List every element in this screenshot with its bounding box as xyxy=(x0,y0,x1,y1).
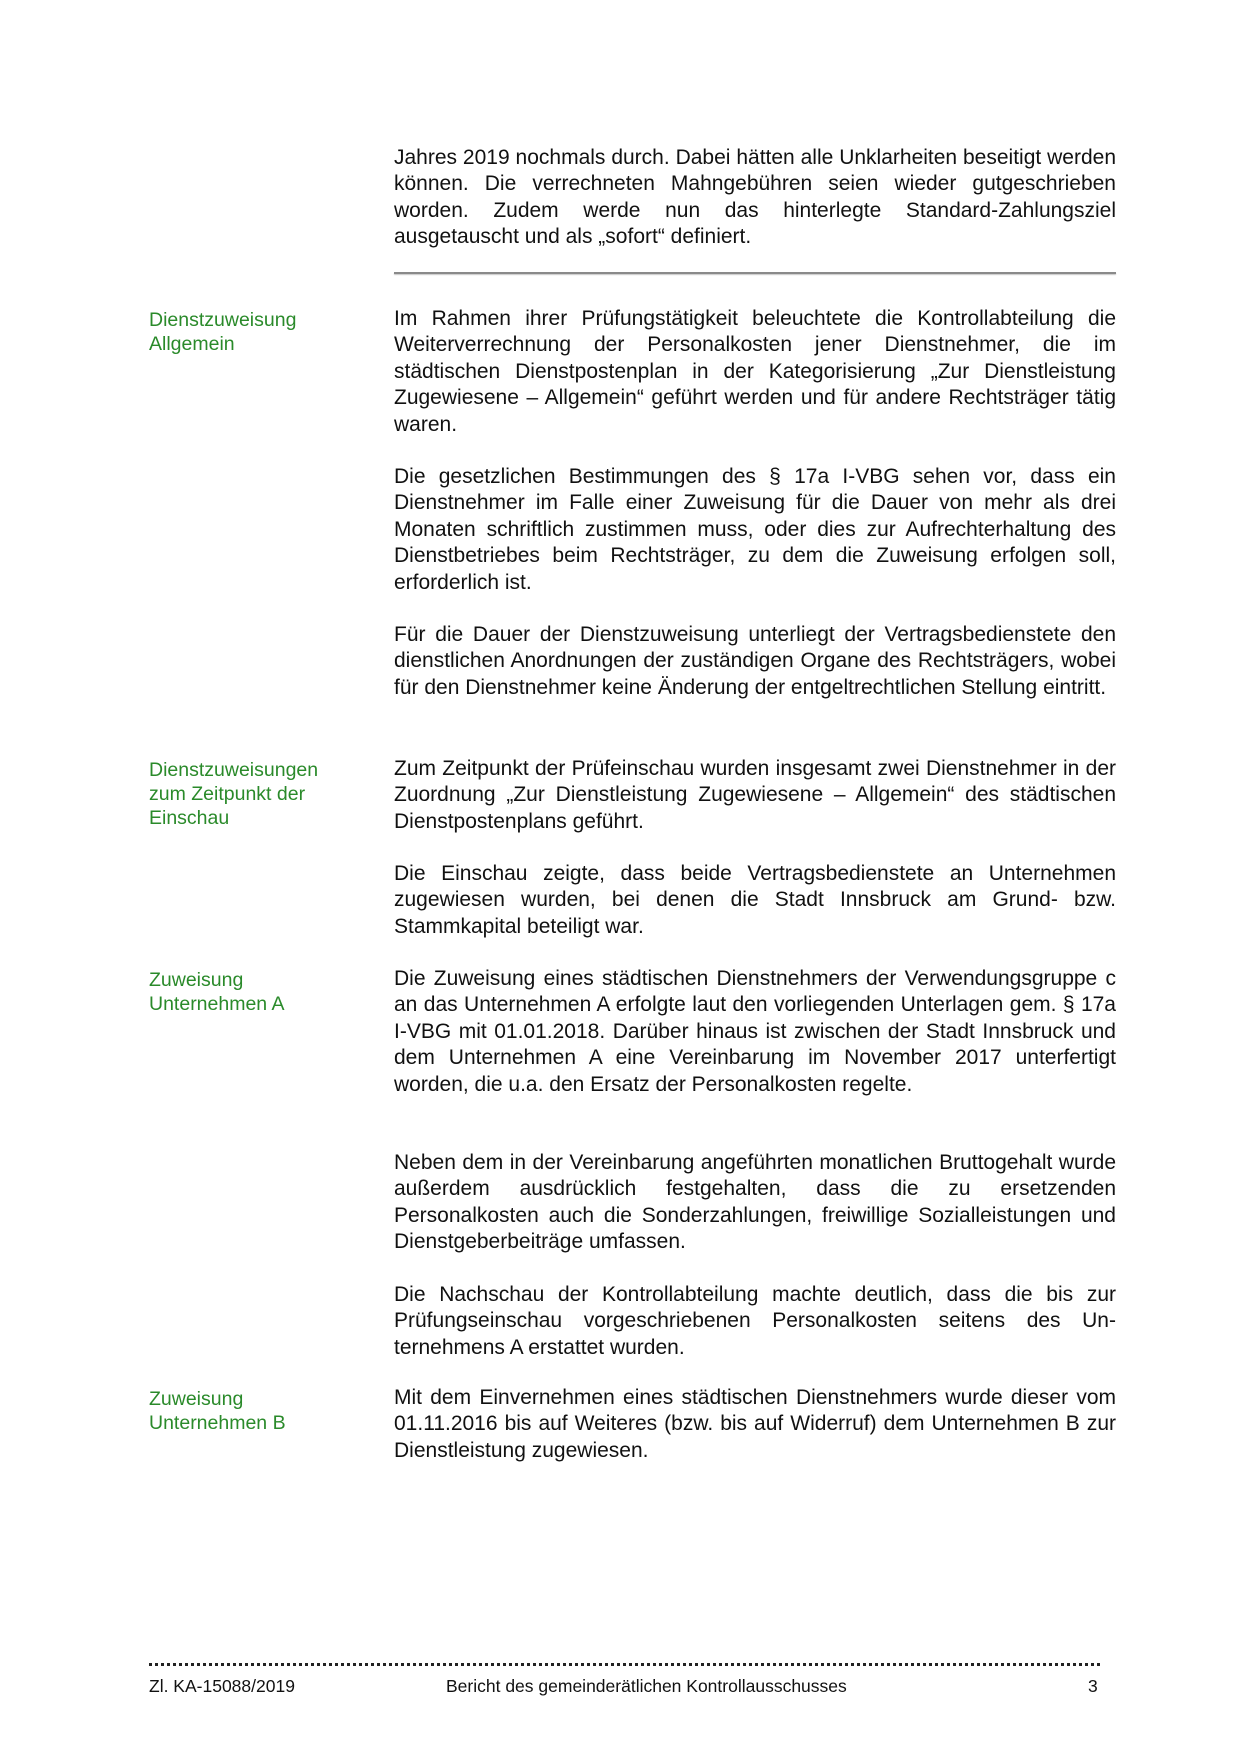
side-heading-unternehmen-b xyxy=(149,1387,349,1435)
side-heading-line: Dienstzuweisungen xyxy=(149,759,319,781)
footer-reference: Zl. KA-15088/2019 xyxy=(149,1676,295,1696)
side-heading-line: Zuweisung xyxy=(149,1388,244,1410)
footer-page-number: 3 xyxy=(1088,1676,1098,1696)
paragraph-allgemein-1: Im Rahmen ihrer Prüfungstätigkeit beleuchtete die Kontrollabteilung die Weiterverrechnung der Personalkosten jener Dienstnehmer, die im städtischen Dienstpostenplan in der Kategorisierung „Zur Dienstleistung Zugewiesene – Allgemein“ geführt werden und für andere Rechtsträger tätig waren. xyxy=(394,307,1116,436)
side-heading-line: Zuweisung xyxy=(149,969,244,991)
side-heading-allgemein xyxy=(149,308,349,356)
footer-dotted-rule xyxy=(149,1663,1100,1666)
side-heading-line: Unternehmen B xyxy=(149,1412,286,1434)
paragraph-zeitpunkt-1: Zum Zeitpunkt der Prüfeinschau wurden insgesamt zwei Dienstnehmer in der Zuordnung „Zur Dienstleistung Zugewiesene – Allgemein“ des städtischen Dienstpostenplans geführt. xyxy=(394,757,1116,833)
side-heading-line: Einschau xyxy=(149,807,230,829)
section-divider xyxy=(394,272,1116,274)
intro-paragraph: Jahres 2019 nochmals durch. Dabei hätten alle Unklarheiten beseitigt werden können. Die verrechneten Mahngebühren seien wieder gutgeschrieben worden. Zudem werde nun das hinterlegte Standard-Zahlungsziel ausgetauscht und als „sofort“ definiert. xyxy=(394,146,1116,249)
side-heading-line: Unternehmen A xyxy=(149,993,285,1015)
side-heading-line: Allgemein xyxy=(149,333,235,355)
side-heading-line: zum Zeitpunkt der xyxy=(149,783,306,805)
footer-report-title: Bericht des gemeinderätlichen Kontrollausschusses xyxy=(446,1676,847,1696)
side-heading-unternehmen-a xyxy=(149,968,349,1016)
paragraph-unternehmen-a-3: Die Nachschau der Kontrollabteilung machte deutlich, dass die bis zur Prüfungseinschau vorgeschriebenen Personalkosten seitens des Unternehmens A erstattet wurden. xyxy=(394,1283,1116,1359)
paragraph-unternehmen-a-1: Die Zuweisung eines städtischen Dienstnehmers der Verwendungsgruppe c an das Unternehmen A erfolgte laut den vorliegenden Unterlagen gem. § 17a I-VBG mit 01.01.2018. Darüber hinaus ist zwischen der Stadt Innsbruck und dem Unternehmen A eine Vereinbarung im November 2017 unterfertigt worden, die u.a. den Ersatz der Personalkosten regelte. xyxy=(394,967,1116,1096)
side-heading-line: Dienstzuweisung xyxy=(149,309,297,331)
paragraph-unternehmen-a-2: Neben dem in der Vereinbarung angeführten monatlichen Bruttogehalt wurde außerdem ausdrücklich festgehalten, dass die zu ersetzenden Personalkosten auch die Sonderzahlungen, freiwillige Sozialleistungen und Dienstgeberbeiträge umfassen. xyxy=(394,1151,1116,1254)
paragraph-allgemein-2: Die gesetzlichen Bestimmungen des § 17a I-VBG sehen vor, dass ein Dienstnehmer im Falle einer Zuweisung für die Dauer von mehr als drei Monaten schriftlich zustimmen muss, oder dies zur Aufrechterhaltung des Dienstbetriebes beim Rechtsträger, zu dem die Zuweisung erfolgen soll, erforderlich ist. xyxy=(394,465,1116,594)
paragraph-zeitpunkt-2: Die Einschau zeigte, dass beide Vertragsbedienstete an Unternehmen zugewiesen wurden, bei denen die Stadt Innsbruck am Grund- bzw. Stammkapital beteiligt war. xyxy=(394,862,1116,938)
paragraph-unternehmen-b-1: Mit dem Einvernehmen eines städtischen Dienstnehmers wurde dieser vom 01.11.2016 bis auf Weiteres (bzw. bis auf Widerruf) dem Unternehmen B zur Dienstleistung zugewiesen. xyxy=(394,1386,1116,1462)
paragraph-allgemein-3: Für die Dauer der Dienstzuweisung unterliegt der Vertragsbedienstete den dienstlichen Anordnungen der zuständigen Organe des Rechtsträgers, wobei für den Dienstnehmer keine Änderung der entgeltrechtlichen Stellung eintritt. xyxy=(394,623,1116,699)
side-heading-zeitpunkt xyxy=(149,758,349,830)
